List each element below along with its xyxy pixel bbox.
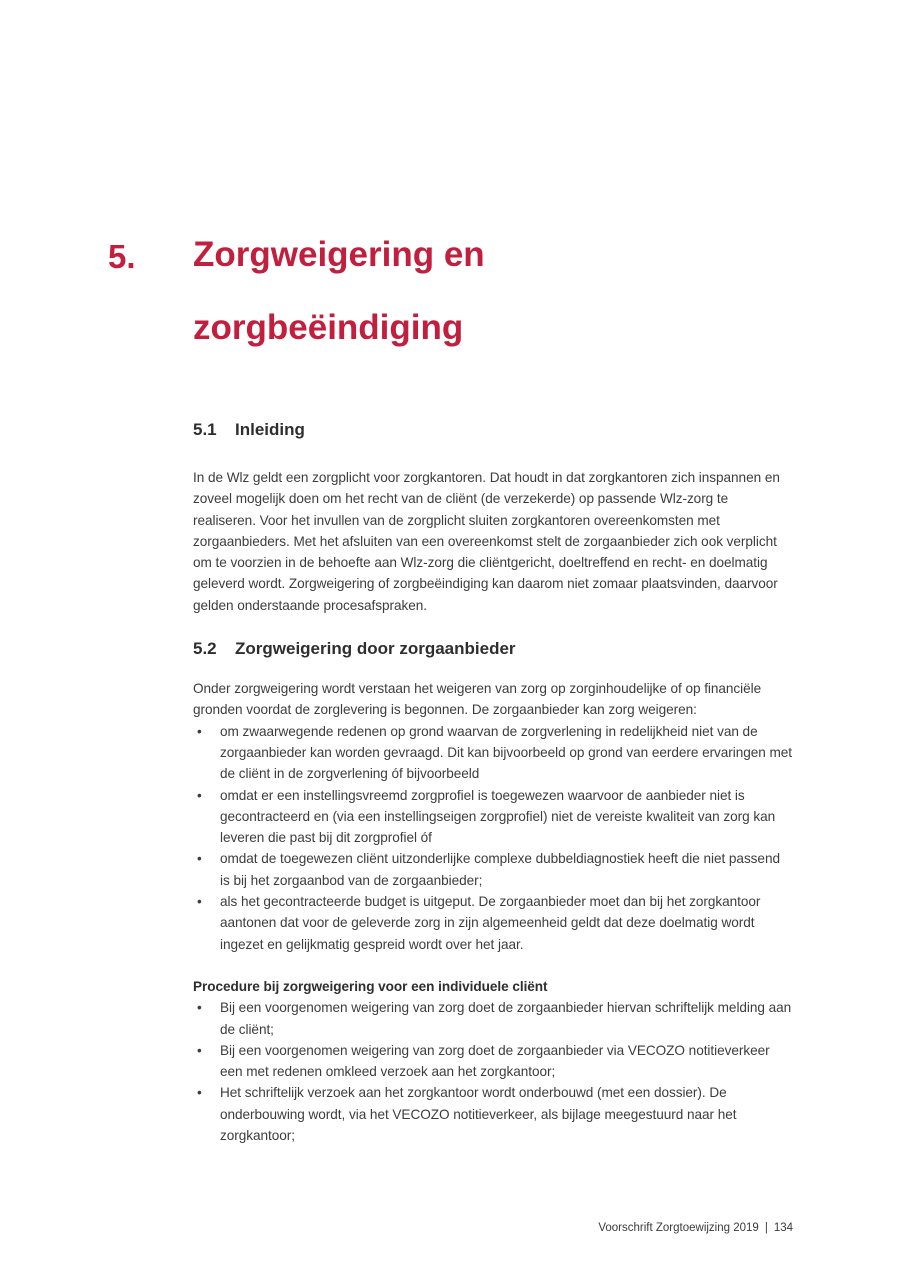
list-item-text: Het schriftelijk verzoek aan het zorgkantoor wordt onderbouwd (met een dossier). De onderbouwing wordt, via het VECOZO notitieverkeer, als bijlage meegestuurd naar het zorgkantoor; [220,1085,737,1144]
list-item-text: als het gecontracteerde budget is uitgeput. De zorgaanbieder moet dan bij het zorgkantoor aantonen dat voor de geleverde zorg in zijn algemeenheid geldt dat deze doelmatig wordt ingezet en gelijkmatig gespreid wordt over het jaar. [220,894,761,952]
footer-separator: | [764,1222,768,1234]
zorgweigering-reasons-list [193,721,793,955]
chapter-title [193,236,485,347]
list-item-text: omdat er een instellingsvreemd zorgprofiel is toegewezen waarvoor de aanbieder niet is gecontracteerd en (via een instellingseigen zorgprofiel) niet de vereiste kwaliteit van zorg kan leveren die past bij dit zorgprofiel óf [220,787,776,846]
list-item-text: Bij een voorgenomen weigering van zorg doet de zorgaanbieder via VECOZO notitieverkeer een met redenen omkleed verzoek aan het zorgkantoor; [220,1042,770,1080]
chapter-title-line-1: Zorgweigering en [193,235,485,274]
procedure-subheading: Procedure bij zorgweigering voor een individuele cliënt [193,978,548,994]
section-number: 5.1 [193,420,217,439]
paragraph-zorgweigering-intro: Onder zorgweigering wordt verstaan het weigeren van zorg op zorginhoudelijke of op financiële gronden voordat de zorglevering is begonnen. De zorgaanbieder kan zorg weigeren: [193,681,762,718]
chapter-title-line-2: zorgbeëindiging [193,307,464,347]
section-title: Inleiding [235,420,305,439]
list-item [193,891,793,955]
section-heading-5-2 [193,638,793,660]
section-title: Zorgweigering door zorgaanbieder [235,639,516,659]
page-footer [598,1222,793,1234]
procedure-steps-list [193,997,793,1146]
list-item [193,785,793,849]
list-item [193,1040,793,1083]
list-item-text: om zwaarwegende redenen op grond waarvan de zorgverlening in redelijkheid niet van de zorgaanbieder kan worden gevraagd. Dit kan bijvoorbeeld op grond van eerdere ervaringen met de cliënt in de zorgverlening óf bijvoorbeeld [220,723,793,782]
footer-document-title: Voorschrift Zorgtoewijzing 2019 [598,1222,759,1234]
footer-page-number: 134 [773,1222,793,1234]
main-text-column [193,419,793,1146]
list-item-text: omdat de toegewezen cliënt uitzonderlijke complexe dubbeldiagnostiek heeft die niet passend is bij het zorgaanbod van de zorgaanbieder; [220,851,780,888]
list-item [193,1082,793,1146]
paragraph-inleiding: In de Wlz geldt een zorgplicht voor zorgkantoren. Dat houdt in dat zorgkantoren zich inspannen en zoveel mogelijk doen om het recht van de cliënt (de verzekerde) op passende Wlz-zorg te realiseren. Voor het invullen van de zorgplicht sluiten zorgkantoren overeenkomsten met zorgaanbieders. Met het afsluiten van een overeenkomst stelt de zorgaanbieder zich ook verplicht om te voorzien in de behoefte aan Wlz-zorg die cliëntgericht, doeltreffend en recht- en doelmatig geleverd wordt. Zorgweigering of zorgbeëindiging kan daarom niet zomaar plaatsvinden, daarvoor gelden onderstaande procesafspraken. [193,470,780,613]
list-item [193,997,793,1040]
list-item-text: Bij een voorgenomen weigering van zorg doet de zorgaanbieder hiervan schriftelijk melding aan de cliënt; [220,1000,792,1037]
section-number: 5.2 [193,639,217,659]
section-heading-5-1 [193,419,793,441]
chapter-number: 5. [108,238,136,275]
list-item [193,848,793,891]
list-item [193,721,793,785]
